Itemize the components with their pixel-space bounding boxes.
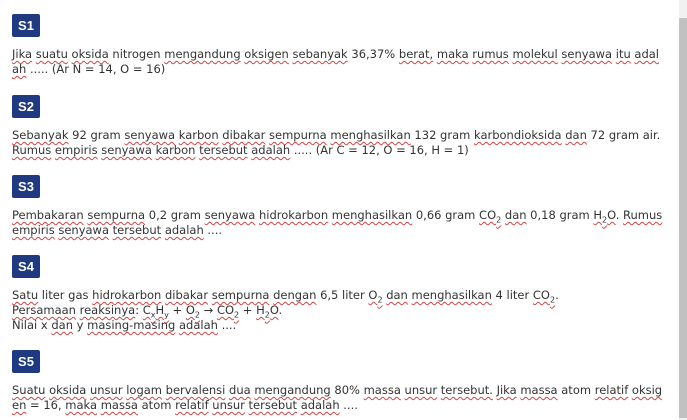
spellcheck-word: maka [436, 47, 469, 61]
spellcheck-word: CO [479, 208, 497, 222]
question-s1 [12, 14, 664, 77]
text-run: 0,66 gram [412, 208, 480, 222]
text-run: : [135, 303, 143, 317]
question-line [12, 47, 659, 76]
spellcheck-word: empiris [54, 143, 98, 157]
spellcheck-word: bervalensi [165, 383, 226, 397]
spellcheck-word: menghasilkan [330, 128, 411, 142]
spellcheck-word: C [142, 303, 151, 317]
text-run: nitrogen [108, 47, 165, 61]
text-run: → [200, 303, 217, 317]
subscript-text: 2 [264, 310, 270, 320]
question-badge-s2: S2 [12, 95, 40, 118]
spellcheck-word: O [607, 208, 616, 222]
spellcheck-word: menghasilkan [411, 288, 492, 302]
spellcheck-word: karbon [155, 143, 196, 157]
text-run: + [168, 303, 186, 317]
spellcheck-word: massa [100, 398, 138, 412]
subscript-text: 2 [234, 310, 240, 320]
text-run: = 16, [26, 398, 66, 412]
spellcheck-word: O [269, 303, 279, 317]
spellcheck-word: oksigen [244, 47, 289, 61]
text-run: + [239, 303, 257, 317]
spellcheck-word: dibakar [222, 128, 266, 142]
text-run: ..... (Ar N = 14, O = 16) [26, 62, 166, 76]
spellcheck-word: senyawa [124, 128, 176, 142]
spellcheck-word: oksida [71, 47, 109, 61]
spellcheck-word: masing-masing [87, 318, 176, 332]
question-s2 [12, 95, 664, 158]
spellcheck-word: Rumus [12, 143, 52, 157]
spellcheck-word: karbondioksida [473, 128, 562, 142]
text-run: ..... (Ar C = 12, O = 16, H = 1) [290, 143, 469, 157]
spellcheck-word: O [185, 303, 195, 317]
text-run: 6,5 liter [316, 288, 369, 302]
spellcheck-word: sempurna [211, 288, 270, 302]
spellcheck-word: Persamaan [12, 303, 76, 317]
question-text-s5 [12, 383, 664, 413]
text-run: 92 gram [68, 128, 125, 142]
spellcheck-word: dengan [273, 288, 317, 302]
text-run: .... [339, 398, 358, 412]
text-run: 36,37% [347, 47, 399, 61]
text-run: 80% [330, 383, 364, 397]
question-badge-s5: S5 [12, 350, 40, 373]
spellcheck-word: berat, [398, 47, 434, 61]
spellcheck-word: dan [504, 208, 527, 222]
question-text-s3 [12, 208, 664, 238]
text-run: atom [557, 383, 595, 397]
spellcheck-word: unsur [89, 383, 123, 397]
spellcheck-word: itu [615, 47, 631, 61]
text-run: . [555, 288, 559, 302]
subscript-text: 2 [496, 215, 502, 225]
spellcheck-word: relatif [175, 398, 209, 412]
spellcheck-word: oksigen [12, 383, 663, 412]
text-run: 132 gram [410, 128, 474, 142]
spellcheck-word: O [368, 288, 378, 302]
spellcheck-word: tersebut [112, 223, 162, 237]
text-run: .... [217, 318, 237, 332]
spellcheck-word: relatif [594, 383, 629, 397]
spellcheck-word: Satu [12, 288, 39, 302]
spellcheck-word: reaksinya [79, 303, 136, 317]
subscript-text: x [150, 310, 156, 320]
spellcheck-word: adalah [178, 318, 218, 332]
spellcheck-word: hidrokarbon [258, 208, 329, 222]
text-run: 0,18 gram [526, 208, 594, 222]
spellcheck-word: adalah [164, 223, 204, 237]
spellcheck-word: mengandung [164, 47, 241, 61]
question-s4 [12, 255, 664, 333]
text-run: 72 gram air. [586, 128, 661, 142]
spellcheck-word: senyawa [204, 208, 256, 222]
spellcheck-word: sempurna [87, 208, 146, 222]
text-run: Nilai x [12, 318, 52, 332]
text-run: liter gas [38, 288, 93, 302]
spellcheck-word: Pembakaran [12, 208, 84, 222]
spellcheck-word: H [256, 303, 265, 317]
text-run: 0,2 gram [145, 208, 205, 222]
question-text-s1 [12, 47, 664, 77]
spellcheck-word: dua [229, 383, 251, 397]
spellcheck-word: tersebut. [440, 383, 493, 397]
text-run: . [615, 208, 624, 222]
subscript-text: 2 [549, 295, 556, 305]
spellcheck-word: Jika [12, 47, 33, 61]
spellcheck-word: massa [363, 383, 401, 397]
question-line [12, 208, 662, 237]
spellcheck-word: karbon [178, 128, 219, 142]
question-text-s2 [12, 128, 664, 158]
text-run: . [278, 303, 283, 317]
spellcheck-word: senyawa [561, 47, 613, 61]
spellcheck-word: senyawa [101, 143, 152, 157]
spellcheck-word: oksida [49, 383, 87, 397]
question-line [12, 288, 664, 303]
question-s3 [12, 175, 664, 238]
spellcheck-word: senyawa [58, 223, 110, 237]
spellcheck-word: Rumus [623, 208, 663, 222]
question-s5 [12, 350, 664, 413]
question-badge-s1: S1 [12, 14, 40, 37]
spellcheck-word: mengandung [254, 383, 331, 397]
spellcheck-word: dan [386, 288, 408, 302]
spellcheck-word: rumus [472, 47, 509, 61]
spellcheck-word: suatu [35, 47, 68, 61]
vertical-scrollbar[interactable] [679, 0, 687, 420]
subscript-text: 2 [194, 310, 200, 320]
spellcheck-word: logam [126, 383, 163, 397]
spellcheck-word: adalah [12, 47, 659, 76]
spellcheck-word: Jika [496, 383, 517, 397]
text-run: atom [137, 398, 176, 412]
text-run: y [73, 318, 88, 332]
spellcheck-word: Sebanyak [12, 128, 69, 142]
subscript-text: 2 [377, 295, 383, 305]
scrollbar-thumb[interactable] [679, 18, 687, 418]
spellcheck-word: molekul [512, 47, 558, 61]
spellcheck-word: dibakar [164, 288, 209, 302]
question-line [12, 318, 664, 333]
subscript-text: 2 [602, 215, 608, 225]
text-run: .... [203, 223, 223, 237]
spellcheck-word: unsur [404, 383, 438, 397]
question-badge-s4: S4 [12, 255, 40, 278]
spellcheck-word: tersebut [248, 398, 298, 412]
spellcheck-word: massa [520, 383, 558, 397]
subscript-text: y [164, 310, 169, 320]
spellcheck-word: Suatu [12, 383, 46, 397]
question-line [12, 128, 660, 157]
spellcheck-word: empiris [12, 223, 55, 237]
question-text-s4 [12, 288, 664, 333]
spellcheck-word: unsur [212, 398, 245, 412]
spellcheck-word: dan [565, 128, 587, 142]
spellcheck-word: dan [51, 318, 73, 332]
spellcheck-word: adalah [300, 398, 340, 412]
spellcheck-word: hidrokarbon [92, 288, 162, 302]
spellcheck-word: sebanyak [292, 47, 348, 61]
text-run: 4 liter [491, 288, 533, 302]
spellcheck-word: tersebut [199, 143, 248, 157]
question-line [12, 383, 662, 412]
spellcheck-word: CO [216, 303, 235, 317]
question-badge-s3: S3 [12, 175, 40, 198]
question-line [12, 303, 664, 318]
spellcheck-word: CO [532, 288, 550, 302]
spellcheck-word: sempurna [269, 128, 327, 142]
spellcheck-word: maka [65, 398, 98, 412]
spellcheck-word: menghasilkan [331, 208, 413, 222]
spellcheck-word: H [155, 303, 165, 317]
spellcheck-word: H [593, 208, 603, 222]
spellcheck-word: adalah [251, 143, 291, 157]
